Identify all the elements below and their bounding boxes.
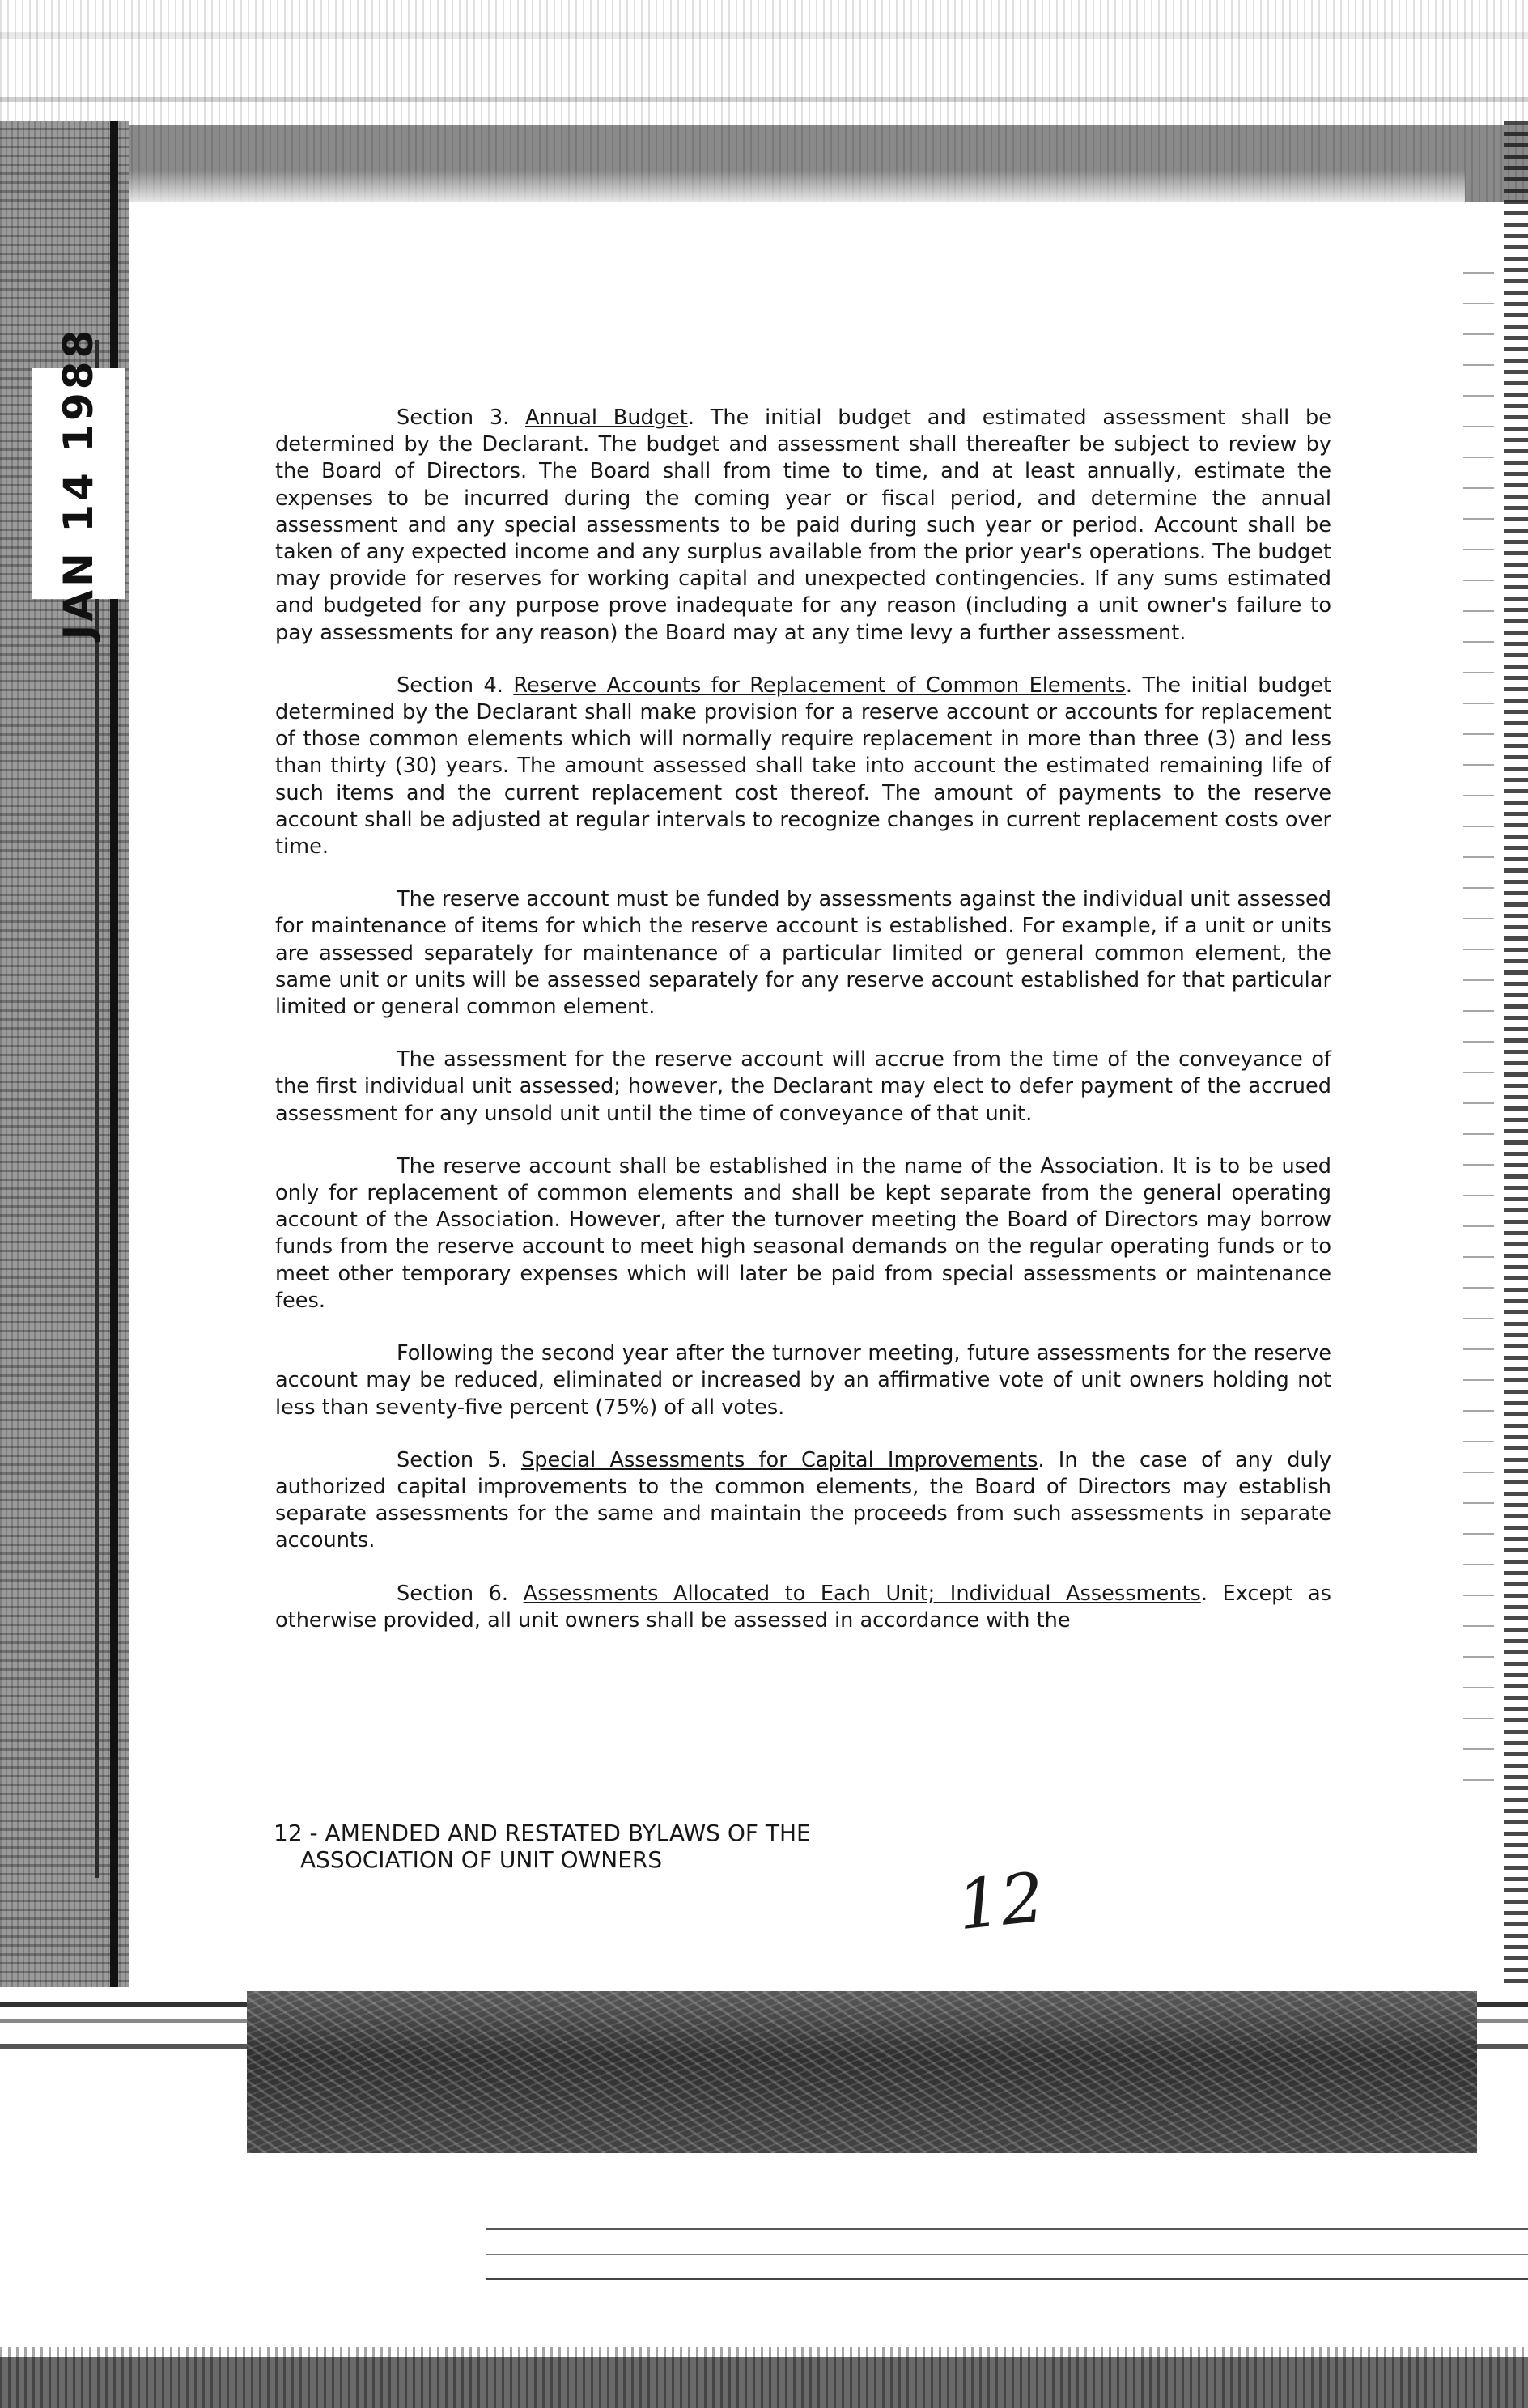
section-3-prefix: Section 3.: [397, 406, 526, 430]
section-5-prefix: Section 5.: [397, 1447, 521, 1472]
section-3-paragraph: [275, 405, 1331, 647]
section-6-paragraph: [275, 1581, 1331, 1634]
scan-marks-right: [1463, 243, 1494, 1781]
scan-noise-right: [1504, 121, 1528, 1983]
section-5-paragraph: [275, 1447, 1331, 1555]
section-5-title: Special Assessments for Capital Improvements: [520, 1447, 1038, 1472]
footer-line-2: ASSOCIATION OF UNIT OWNERS: [300, 1846, 663, 1873]
section-5-title-period: .: [1038, 1447, 1045, 1472]
scan-dark-block: [247, 1991, 1477, 2153]
section-4-text: The initial budget determined by the Declarant shall make provision for a reserve account or accounts for replacement of those common elements which will normally require replacement in more than three (3) and less than thirty (30) years. The amount assessed shall take into account the estimated remaining life of such items and the current replacement cost thereof. The amount of payments to the reserve account shall be adjusted at regular intervals to recognize changes in current replacement costs over time.: [275, 673, 1331, 860]
section-4-prefix: Section 4.: [397, 673, 514, 698]
reserve-funding-paragraph: The reserve account must be funded by assessments against the individual unit assessed for maintenance of items for which the reserve account is established. For example, if a unit or units are assessed separately for maintenance of a particular limited or general common element, the same unit or units will be assessed separately for any reserve account established for that particular limited or general common element.: [275, 887, 1331, 1020]
reserve-accrual-paragraph: The assessment for the reserve account will accrue from the time of the conveyance of the first individual unit assessed; however, the Declarant may elect to defer payment of the accrued assessment for any unsold unit until the time of conveyance of that unit.: [275, 1047, 1331, 1126]
scan-noise-foot: [0, 2347, 1528, 2408]
handwritten-page-number: 12: [953, 1857, 1048, 1946]
scan-noise-top-fade: [129, 170, 1465, 210]
section-3-title-period: .: [687, 406, 694, 430]
document-body: [275, 405, 1331, 1660]
scan-lines-lower: [486, 2222, 1528, 2319]
section-6-prefix: Section 6.: [397, 1581, 524, 1606]
section-6-title-period: .: [1200, 1581, 1208, 1606]
section-3-title: Annual Budget: [525, 406, 688, 430]
reserve-establishment-paragraph: The reserve account shall be established in the name of the Association. It is to be used only for replacement of common elements and shall be kept separate from the general operating account of the Association. However, after the turnover meeting the Board of Directors may borrow funds from the reserve account to meet high seasonal demands on the regular operating funds or to meet other temporary expenses which will later be paid from special assessments or maintenance fees.: [275, 1153, 1331, 1313]
page-footer: [274, 1820, 811, 1873]
date-stamp-text: JAN 14 1988: [55, 326, 102, 640]
section-3-text: The initial budget and estimated assessment shall be determined by the Declarant. The budget and assessment shall thereafter be subject to review by the Board of Directors. The Board shall from time to time, and at least annually, estimate the expenses to be incurred during the coming year or fiscal period, and determine the annual assessment and any special assessments to be paid during such year or period. Account shall be taken of any expected income and any surplus available from the prior year's operations. The budget may provide for reserves for working capital and unexpected contingencies. If any sums estimated and budgeted for any purpose prove inadequate for any reason (including a unit owner's failure to pay assessments for any reason) the Board may at any time levy a further assessment.: [275, 406, 1332, 645]
footer-line-1: 12 - AMENDED AND RESTATED BYLAWS OF THE: [274, 1820, 811, 1846]
section-4-title-period: .: [1125, 673, 1133, 698]
section-6-title: Assessments Allocated to Each Unit; Individual Assessments: [523, 1581, 1201, 1606]
section-4-title: Reserve Accounts for Replacement of Common Elements: [513, 673, 1126, 698]
date-stamp: [32, 326, 125, 640]
section-5-text: In the case of any duly authorized capital improvements to the common elements, the Board of Directors may establish separate assessments for the same and maintain the proceeds from such assessments in separate accounts.: [275, 1447, 1331, 1553]
section-4-paragraph: [275, 673, 1331, 860]
section-6-text: Except as otherwise provided, all unit owners shall be assessed in accordance with the: [275, 1581, 1331, 1633]
reserve-adjustment-paragraph: Following the second year after the turnover meeting, future assessments for the reserve account may be reduced, eliminated or increased by an affirmative vote of unit owners holding not less than seventy-five percent (75%) of all votes.: [275, 1341, 1331, 1420]
